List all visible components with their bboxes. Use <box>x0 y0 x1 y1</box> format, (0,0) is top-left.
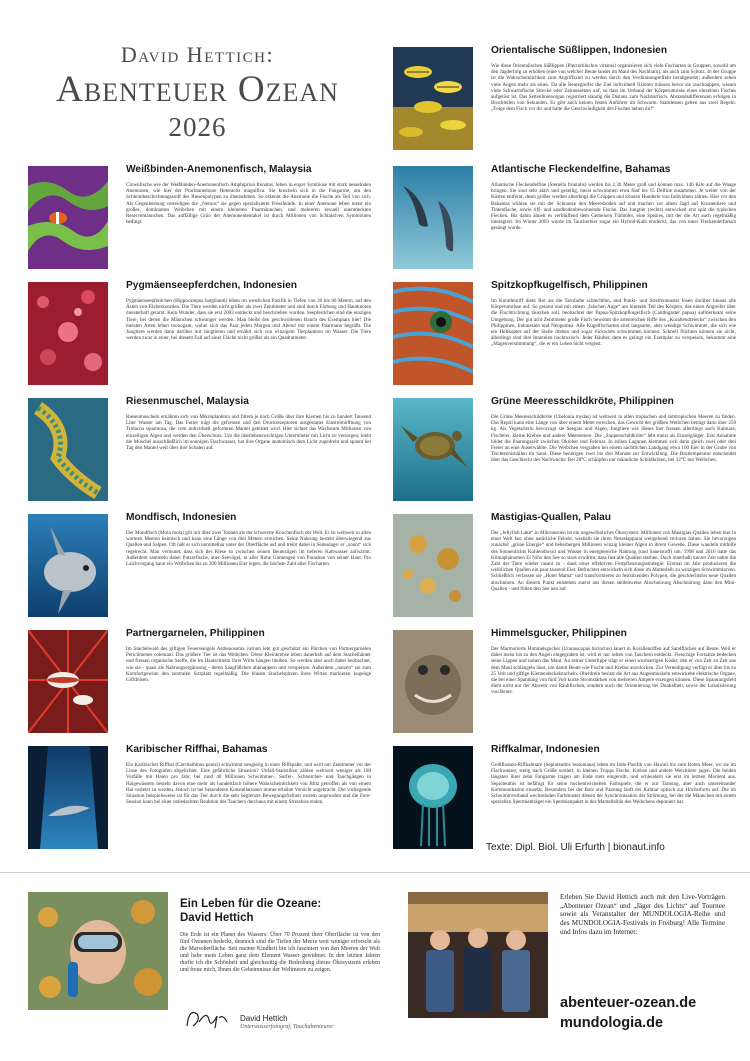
entry-reef-squid <box>393 746 736 856</box>
entry-text: Clownfische wie der Weißbinden-Anemonenfisch Amphiprion frenatus, leben in enger Symbiose mit stark nesselnden Anemonen, wie hier der Prachtanemone Heteractis magnifica. Sie kuscheln sich in die Fangarme, um den Schleimbeschichtungsstoff des Riesenpolypen zu übernehmen. So erkennt die Anemone die Fische als Teil von sich. Als Gegenleistung verteidigen die „Nemos“ sie gegen spezialisierte Fressfeinde. In einer Anemone leben meist ein großes, dominantes Weibchen mit einem kleineren Paarmännchen, und mehreren sexuell unentdeckten Reservemännchen. Das auffällige Grün der Anemonententakel ist durch Millionen von lichtaktiven Symbionten bedingt. <box>126 182 371 226</box>
photo-green-turtle <box>393 398 473 501</box>
link-abenteuer-ozean[interactable]: abenteuer-ozean.de <box>560 995 697 1011</box>
entry-toby-pufferfish <box>393 282 736 392</box>
entry-text: Die Grüne Meeresschildkröte (Chelonia mydas) ist weltweit in allen tropischen und subtropischen Meeren zu finden. Das Reptil kann eine Länge von über einem Meter erreichen, das Gewicht der größten Weibchen beträgt dann über 250 kg. Als Vegetarierin bevorzugt sie Seegras und Algen, Jungtiere wie dieses hier fressen allerdings auch Kalmare, Fischeier, kleine Krebse und andere Meerestiere. Die „Suppenschildkröte“ lebt meist als Einzelgänger. Erst Annahme bildet die Paarungszeit zwischen Oktober und Februar. In stillen Lagunen klemmen sich dann gleich zwei oder drei Freier an eine Auserwählte. Die Weibchen vergraben bei einem nächtlichen Landgang etwa 100 Eier in der Grube von Tischtennisbällen im Sand. Diese benötigen zwei bis drei Monate zur Entwicklung. Die Bruttemperatur entscheidet über das Geschlecht des Nachwuchs: Bei 28°C schlüpfen nur männliche Schildkröten, bei 32°C nur Weibchen. <box>491 414 736 464</box>
entry-title: Riesenmuschel, Malaysia <box>126 396 249 407</box>
entry-title: Riffkalmar, Indonesien <box>491 744 600 755</box>
signature-mark <box>183 1004 233 1032</box>
photo-shrimp <box>28 630 108 733</box>
signature-role: Unterwasserfotograf, Tauchabenteurer <box>240 1024 334 1030</box>
entry-text: Großflossen-Riffkalmare (Sepioteuthis lessoniana) leben im Indo-Pazifik von Hawaii bis zum Roten Meer, wo sie im Flachwasser, stetig nach Größe sortiert, in kleinen Trupps Fische, Krebse und andere Weichtiere jagen. Die beiden längsten ihrer zehn Fangarme tragen am Ende stets eingerollt, und schleudern sie erst im letzten Moment aus. Sepioteuthis ist befähigt für seine hochentwickelten Farbspiele, die er zur Tarnung, aber auch untereinander Kommunikation einsetzt. Besonders bei der Balz und Paarung läuft der Kalmar optisch zur Höchstform auf. Die im Schwimmverband wechselnden Farbmuster dienen der Synchronisation der Strömung, bei der die Männchen mit einem speziellen Spermienträger ein Spermienpaket in der Mantelhöhle des Weibchens deponiert hat. <box>491 762 736 806</box>
photo-dolphins <box>393 166 473 269</box>
entry-text: Im Stachelwald des giftigen Feuerseeigels Asthenosoma varium lebt gut geschützt ein Pärchen von Partnergarnelen Periclimenes colemani. Das größere Tier ist das Weibchen. Diese Kleinkrebse leben dauerhaft auf dem Stachelhäuter und fressen organische Stoffe, die im Hautschleim ihrer Wirte hängen bleiben. So werden aber auch dabei beobachtet, wie sie - quasi als Nahrungsergänzung - deren Saugfüßchen abknappern und verspeisen. Außerdem „nutzen“ sie zum Komfortgewinn den zentralen Sitzplatz regelmäßig. Die blauen Stachelspitzen ihres Wirtes markieren kugelige Giftdrüsen. <box>126 646 371 684</box>
photo-jellyfish <box>393 514 473 617</box>
entry-title: Weißbinden-Anemonenfisch, Malaysia <box>126 164 312 175</box>
photo-reef-shark <box>28 746 108 849</box>
photo-anemonefish <box>28 166 108 269</box>
entry-coleman-shrimp <box>28 630 371 740</box>
title-block <box>25 42 370 143</box>
photo-sweetlips <box>393 47 473 150</box>
photo-presenters-on-stage <box>408 892 548 1018</box>
entry-text: Der Mondfisch (Mola mola) gilt mit über zwei Tonnen als der schwerste Knochenfisch der Welt. Er ist weltweit in allen warmen Meeren heimisch und kann eine Länge von drei Metern erreichen. Seine Nahrung besteht überwiegend aus Quallen und Salpen. Oft hält er sich unmittelbar unter der Oberfläche auf und treibt dabei in Seitenlage: er „sonnt“ sich regelrecht. Man vermutet, dass sich der Riese so zwischen seinen Beutezügen im tieferen Kaltwasser aufwärmt. Außerdem sammeln dabei Putzerfische, aber Seevögel, in aller Ruhe Unmengen von Parasiten von seiner Haut. Pro Laichvorgang kann ein Weibchen bis zu 300 Millionen Eier legen, die höchste Zahl aller Fischarten. <box>126 530 371 568</box>
entry-anemonefish <box>28 166 371 276</box>
signature-name: David Hettich <box>240 1014 288 1023</box>
link-mundologia[interactable]: mundologia.de <box>560 1015 664 1031</box>
entry-title: Himmelsgucker, Philippinen <box>491 628 627 639</box>
bio-text: Die Erde ist ein Planet des Wassers: Über 70 Prozent ihrer Oberfläche ist von den fünf Ozeanen bedeckt, dennoch sind die Tiefen der Meere weit weniger erforscht als die Marsoberfläche. Seit meiner Kindheit bin ich fasziniert von den Meeren der Welt und habe mein Leben ganz dem Element Wasser gewidmet. In den letzten Jahren durfte ich die Schönheit und gleichzeitig die Bedrohung dieses Ökosystems erleben und freue mich, Ihnen die Geheimnisse der Weltmeere zu zeigen. <box>180 932 380 974</box>
section-divider <box>0 872 750 873</box>
entry-title: Pygmäenseepferdchen, Indonesien <box>126 280 297 291</box>
entry-title: Partnergarnelen, Philippinen <box>126 628 265 639</box>
entry-oriental-sweetlips <box>393 47 736 157</box>
photo-pufferfish <box>393 282 473 385</box>
entry-title: Atlantische Fleckendelfine, Bahamas <box>491 164 671 175</box>
entry-title: Spitzkopfkugelfisch, Philippinen <box>491 280 648 291</box>
entry-sunfish <box>28 514 371 624</box>
entry-text: Wie diese Orientalischen Süßlippen (Plectorhinchus vittatus) organisieren sich viele Fischarten in Gruppen, sowohl um den Jagderfolg zu erhöhen (eine von welcher Beute landet im Maul des Nachbarn), als auch zum Schutz. In der Gruppe ist die Wahrscheinlichkeit zum Angriffsziel zu werden durch den Verdünnungseffekt herabgesetzt; außerdem sehen viele Augen mehr als eines. Da alle Beutegreifer die Ziel individuell fixieren müssen bevor sie zuschnappen, wissen viele Schwarmfische Strecke oder Zeitaussetzer auf, so dass im Verband der Körperumrisse eines einzelnen Fisches aufgelöst ist. Das Seitenlinienorgan registriert ständig die Distanz zum Nachbarfisch. Abstandsdifferenzen erfolgen in Bruchteilen von Sekunden. Es gibt auch keinen festen Anführer im Schwarm. Stattdessen gelten aus zwei Regeln: „Folge dem Fisch vor dir und halte die Geschwindigkeit des Fisches neben dir!“ <box>491 63 736 113</box>
bio-heading-line1: Ein Leben für die Ozeane: <box>180 898 322 910</box>
title-year: 2026 <box>168 112 227 142</box>
text-credits: Texte: Dipl. Biol. Uli Erfurth | bionaut.info <box>486 842 665 853</box>
photo-sunfish <box>28 514 108 617</box>
promo-text: Erleben Sie David Hettich auch mit den Live-Vorträgen „Abenteuer Ozean“ und „Jäger des Lichts“ auf Tournee sowie als Veranstalter der MUNDOLOGIA-Reihe und des MUNDOLOGIA-Festivals in Freiburg! Alle Termine und Infos dazu im Internet: <box>560 893 725 936</box>
title-author: David Hettich: <box>120 42 275 67</box>
entry-title: Grüne Meeresschildkröte, Philippinen <box>491 396 674 407</box>
entry-text: Ein Karibischer Riffhai (Carcharhinus perezi) schwimmt neugierig in einer Riffspalte, und wird nur Zentimeter vor der Linse des Fotografen abgelichtet. Eine gefährliche Situation? Unfall-Statistiken zählen weltweit weniger als 100 Vorfälle mit Haien pro Jahr, bei rund 40 Millionen Schwimmer-, Surfer-, Schnorchel- und Tauchgängen in Haigewässern besteht davon eine mehr als hundertfach höhere Wahrscheinlichkeit von Blitz getroffen als von einem Hai verletzt zu werden. Jedoch ist bei besonderen Konstellationen immer erhöhte Vorsicht angebracht. Die vorliegende Situation beispielsweise ist für das Tier durch die sehr begrenzte Bewegungsfreiheit extrem ungewohnt und die Foto-Session kann bei einer unbedachten Reaktion des Tauchers durchaus mit einem Stressbiss enden. <box>126 762 371 806</box>
entry-mastigias-jellyfish <box>393 514 736 624</box>
photo-reef-squid <box>393 746 473 849</box>
photo-giant-clam <box>28 398 108 501</box>
photo-stargazer <box>393 630 473 733</box>
entry-text: Der „Jellyfish Lake“ in Mikronesien ist ein ungewöhnliches Ökosystem: Millionen von Mastigias-Quallen leben hier in einer Welt fast ohne natürliche Feinde, weshalb sie ihren Nesselapparat weitgehend verloren haben. Sie bevorzugen zunächst „grüne Energie“ und beherbergen Millionen winzig kleiner Algen in ihrem Gewebe. Diese wandeln mithilfe des Sonnenlichts Kohlendioxid und Wasser in energiereiche Nahrung (und Sauerstoff) um. 1998 und 2016 hatte das Klimaphänomen El Niño den See so stark erwärmt, dass fast alle Quallen starben. Doch innerhalb kurzer Zeit nahm die Zahl der Tiere wieder rasant zu - dank einer effektiven Fortpflanzungsstrategie: Einmal im Jahr produzieren die weiblichen Quallen ein paar tausend Eier. Befruchtet entwickeln sich diese im Mutterleib zu winzigen Schwimmlarven. Schließlich verlassen sie „Hotel Mama“ und transformieren zu festsitzenden Polypen, die geschlechtslos neue Quallen abschnüren. An diesem Punkt entstehen zuerst aus diesen stellenweise Abschnürung Abschnürung dann den Mini-Quallen - und füllen den See neu auf. <box>491 530 736 592</box>
entry-title: Mastigias-Quallen, Palau <box>491 512 612 523</box>
entry-text: Im Korallenriff dient Rot als die Tarnfarbe schlechthin, und Punkt- und Streifenmuster lösen darüber hinaus alle Körperumrisse auf. So getarnt und mit einem „falschen Auge“ am hinteren Teil des Körpers, das einen Angreifer über die Fluchtrichtung täuschen soll, beobachtet der Papua-Spitzkopfkugelfisch (Canthigaster papua) aufmerksam seine Umgebung. Der gut acht Zentimeter große Fisch bewohnt die artenreichen Riffe des „Korallendreiecks“ zwischen den Philippinen, Indonesien und Neuguinea. Alle Kugelfischarten sind langsame, aber wendige Schwimmer, die sich wie ein Helikopter auf der Stelle drehen und sogar rückwärts schwimmen können. Schnell flüchten können sie nicht, allerdings sind ihre Innereien hochtoxisch. Jeder Räuber, dem es gelingt ein Exemplar zu verspeisen, bekommt eine „Magenverstimmung“, die er ein Leben nicht vergisst. <box>491 298 736 348</box>
entry-spotted-dolphins <box>393 166 736 276</box>
bio-heading-line2: David Hettich <box>180 912 254 924</box>
entry-text: Riesenmuscheln ernähren sich von Mikroplankton und filtern je nach Größe über ihre Kiemen bis zu hundert Tausend Liter Wasser am Tag. Das Futter trägt die gefressen und den Druckrezeptoren ausgestattet Einströmöffnung von Tridacna squamosa, die vom individuell geformten Mantel gebildet wird. Hier sichtet das Wachstum Millionen von einzelligen Algen und werden den Überschuss. Um die überlebenswichtigen Untermieter mit Licht zu versorgen, klebt die Muschel ausschließlich im sonnigen Flachwasser, hat ihre Organe anatomisch dem Licht zugedreht und spannt bei Tag den Mantel weit über ihre Schalen auf. <box>126 414 371 452</box>
photo-pygmy-seahorse <box>28 282 108 385</box>
entry-text: Atlantische Fleckendelfine (Stenella frontalis) werden bis 2,30 Meter groß und können max. 140 Kilo auf die Waage bringen. Sie sind sehr aktiv und gesellig, meist schwimmen etwa fünf bis 15 Delfine zusammen. Je weiter von der Küsten entfernt, desto größer werden allerdings die Gruppen und können Hunderte von Individuen zählen. Hier vor den Bahamas wühlen sie mit der Schnauze den Meeresboden auf und machen vor allem Jagd auf Krustentiere und Tintenfische, sowie riff- und sandbodenbewohnende Fische. Das Jungtier (rechts) entwickelt erst spät die typischen Flecken. Bis dahin ähnelt es verblüffend dem Gemeinen Tümmler, eine Spezies, mit der die Art auch regelmäßig interagiert. Im Winter 2003 wurde im Taucherbier sogar ein Hybrid-Kalb entdeckt, das von einer Fleckendelfinkuh gesäugt wurde. <box>491 182 736 232</box>
entry-text: Der Marmorierte Himmelsgucker (Uranoscopus bicinctus) lauert in Korallenriffen auf Sandflächen auf Beute. Weil er dabei meist bis zu den Augen eingegraben ist, wird er nur selten von Tauchern entdeckt. Fleischige Fortsätze bedecken seine Lippen und tarnen das Maul. An seiner Unterlippe trägt er einen wurmartigen Köder, den er von Zeit zu Zeit aus dem Maul schlängeln lässt, um damit Beute wie Fische und Krebse anzulocken. Zur Verteidigung verfügt er über bis zu 25 Volt und giftige Kiemendeckelstacheln. Oberdrein besitzt die Art aus Augenmuskeln entwickelte elektrische Organe, die bei einer Spannung von fünf Volt kurze Stromstärken von mehreren Ampere erzeugen können. Diese Spannungsfeld dient nicht nur der Abwehr von Raubfischen, sondern auch der Orientierung bei Dunkelheit, sowie der Lokalisierung von Beute. <box>491 646 736 696</box>
entry-green-turtle <box>393 398 736 508</box>
entry-stargazer <box>393 630 736 740</box>
entry-title: Mondfisch, Indonesien <box>126 512 237 523</box>
entry-text: Pygmäenseepferdchen (Hippocampus bargibanti) leben im westlichen Pazifik in Tiefen von 20 bis 90 Metern, auf den Ästen von Fächerkorallen. Die Tiere werden nicht größer als zwei Zentimeter und sind durch Färbung und Hautknoten meisterhaft getarnt. Kein Wunder, dass sie erst 2003 entdeckt und beschrieben wurden. Seepferdchen sind die einzigen Tiere, bei denen die Männchen schwanger werden. Man bleibt den geschwollenen Bauch des Exemplars hier! Die meisten Arten leben monogam, wobei sich das Paar jeden Morgen und Abend mit einem Paarmann begrüßt. Die Jungtiere werden dann darüber mit Jungtieren und ernährt sich von winzigem Tierplankton im Wasser. Die Tiere werden zwar in einer, bei diesem Fall auf einer Fläche nicht größer als ein Quadratmeter. <box>126 298 371 342</box>
entry-reef-shark <box>28 746 371 856</box>
entry-title: Karibischer Riffhai, Bahamas <box>126 744 268 755</box>
title-main: Abenteuer Ozean <box>56 69 339 110</box>
entry-giant-clam <box>28 398 371 508</box>
entry-pygmy-seahorse <box>28 282 371 392</box>
entry-title: Orientalische Süßlippen, Indonesien <box>491 45 668 56</box>
photo-david-hettich-diver <box>28 892 168 1010</box>
bio-heading <box>180 897 380 925</box>
